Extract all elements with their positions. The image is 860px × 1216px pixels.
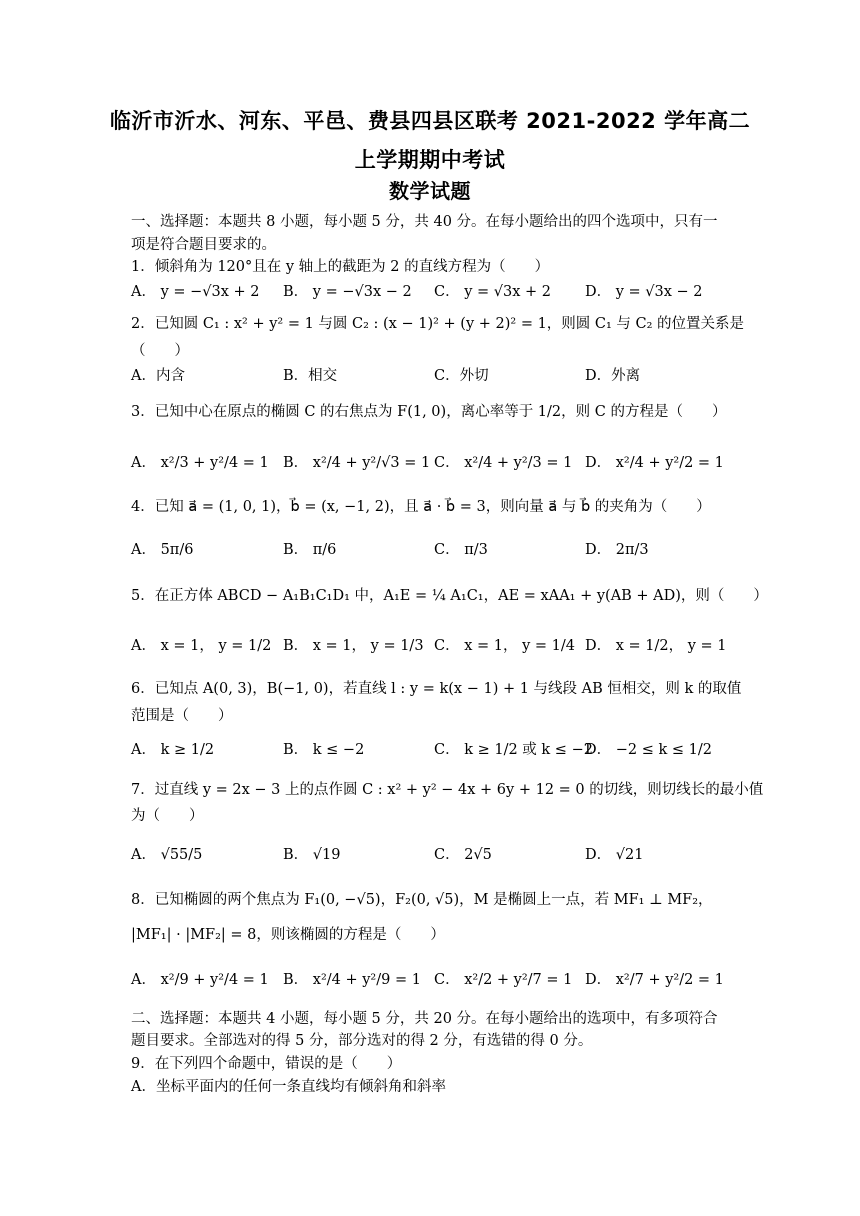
q7-stem-line1: 7．过直线 y = 2x − 3 上的点作圆 C : x² + y² − 4x + 6y + 12 = 0 的切线，则切线长的最小值 xyxy=(131,782,764,798)
q4-stem: 4．已知 a⃗ = (1, 0, 1)，b⃗ = (x, −1, 2)，且 a⃗ · b⃗ = 3，则向量 a⃗ 与 b⃗ 的夹角为（ ） xyxy=(131,499,711,515)
section1-intro-line2: 项是符合题目要求的。 xyxy=(131,237,276,253)
q9-option-a: A．坐标平面内的任何一条直线均有倾斜角和斜率 xyxy=(131,1079,446,1095)
q1-option-c: C． y = √3x + 2 xyxy=(434,284,551,300)
q3-option-a: A． x²/3 + y²/4 = 1 xyxy=(131,455,269,471)
q8-option-a: A． x²/9 + y²/4 = 1 xyxy=(131,972,269,988)
q5-option-a: A． x = 1， y = 1/2 xyxy=(131,638,272,654)
q7-stem-line2: 为（ ） xyxy=(131,808,204,824)
q4-option-b: B． π/6 xyxy=(283,542,337,558)
section2-intro-line2: 题目要求。全部选对的得 5 分，部分选对的得 2 分，有选错的得 0 分。 xyxy=(131,1033,593,1049)
q7-option-b: B． √19 xyxy=(283,847,341,863)
q5-stem: 5．在正方体 ABCD − A₁B₁C₁D₁ 中，A₁E = ¼ A₁C₁，AE = xAA₁ + y(AB + AD)，则（ ） xyxy=(131,588,768,604)
q1-option-d: D． y = √3x − 2 xyxy=(585,284,703,300)
q3-options xyxy=(131,450,741,476)
q6-option-c: C． k ≥ 1/2 或 k ≤ −2 xyxy=(434,742,593,758)
q5-option-d: D． x = 1/2， y = 1 xyxy=(585,638,727,654)
q1-stem: 1．倾斜角为 120°且在 y 轴上的截距为 2 的直线方程为（ ） xyxy=(131,259,550,275)
q7-option-d: D． √21 xyxy=(585,847,644,863)
q4-option-c: C． π/3 xyxy=(434,542,488,558)
q6-options xyxy=(131,737,741,763)
q1-option-a: A． y = −√3x + 2 xyxy=(131,284,260,300)
q4-option-a: A． 5π/6 xyxy=(131,542,194,558)
q4-options xyxy=(131,537,741,563)
q1-option-b: B． y = −√3x − 2 xyxy=(283,284,412,300)
q8-stem-line1: 8．已知椭圆的两个焦点为 F₁(0, −√5)，F₂(0, √5)，M 是椭圆上一点，若 MF₁ ⊥ MF₂， xyxy=(131,892,713,908)
q2-option-d: D．外离 xyxy=(585,368,641,384)
q6-option-d: D． −2 ≤ k ≤ 1/2 xyxy=(585,742,712,758)
q2-stem-line1: 2．已知圆 C₁ : x² + y² = 1 与圆 C₂ : (x − 1)² + (y + 2)² = 1，则圆 C₁ 与 C₂ 的位置关系是 xyxy=(131,316,745,332)
q3-option-d: D． x²/4 + y²/2 = 1 xyxy=(585,455,724,471)
q2-option-b: B．相交 xyxy=(283,368,338,384)
q5-option-b: B． x = 1， y = 1/3 xyxy=(283,638,424,654)
q8-option-c: C． x²/2 + y²/7 = 1 xyxy=(434,972,573,988)
q5-option-c: C． x = 1， y = 1/4 xyxy=(434,638,575,654)
q7-options xyxy=(131,842,741,868)
q6-option-b: B． k ≤ −2 xyxy=(283,742,365,758)
q7-option-a: A． √55/5 xyxy=(131,847,203,863)
q6-option-a: A． k ≥ 1/2 xyxy=(131,742,215,758)
q6-stem-line1: 6．已知点 A(0, 3)，B(−1, 0)，若直线 l : y = k(x − 1) + 1 与线段 AB 恒相交，则 k 的取值 xyxy=(131,681,742,697)
q8-option-b: B． x²/4 + y²/9 = 1 xyxy=(283,972,421,988)
exam-title-line2: 上学期期中考试 xyxy=(354,148,506,172)
q9-stem: 9．在下列四个命题中，错误的是（ ） xyxy=(131,1056,402,1072)
q3-stem: 3．已知中心在原点的椭圆 C 的右焦点为 F(1, 0)，离心率等于 1/2，则 C 的方程是（ ） xyxy=(131,404,727,420)
q2-stem-line2: （ ） xyxy=(131,343,189,359)
q8-options xyxy=(131,967,741,993)
section2-intro-line1: 二、选择题：本题共 4 小题，每小题 5 分，共 20 分。在每小题给出的选项中，有多项符合 xyxy=(131,1011,718,1027)
q2-options xyxy=(131,363,741,389)
q7-option-c: C． 2√5 xyxy=(434,847,492,863)
q6-stem-line2: 范围是（ ） xyxy=(131,708,233,724)
q8-option-d: D． x²/7 + y²/2 = 1 xyxy=(585,972,724,988)
q3-option-b: B． x²/4 + y²/√3 = 1 xyxy=(283,455,431,471)
section1-intro-line1: 一、选择题：本题共 8 小题，每小题 5 分，共 40 分。在每小题给出的四个选项中，只有一 xyxy=(131,214,718,230)
q8-stem-line2: |MF₁| · |MF₂| = 8，则该椭圆的方程是（ ） xyxy=(131,927,445,943)
q4-option-d: D． 2π/3 xyxy=(585,542,649,558)
q1-options xyxy=(131,279,741,305)
exam-subject: 数学试题 xyxy=(389,179,471,203)
exam-title-line1: 临沂市沂水、河东、平邑、费县四县区联考 2021-2022 学年高二 xyxy=(109,109,751,133)
q2-option-c: C．外切 xyxy=(434,368,489,384)
q3-option-c: C． x²/4 + y²/3 = 1 xyxy=(434,455,573,471)
q2-option-a: A．内含 xyxy=(131,368,185,384)
q5-options xyxy=(131,633,741,659)
